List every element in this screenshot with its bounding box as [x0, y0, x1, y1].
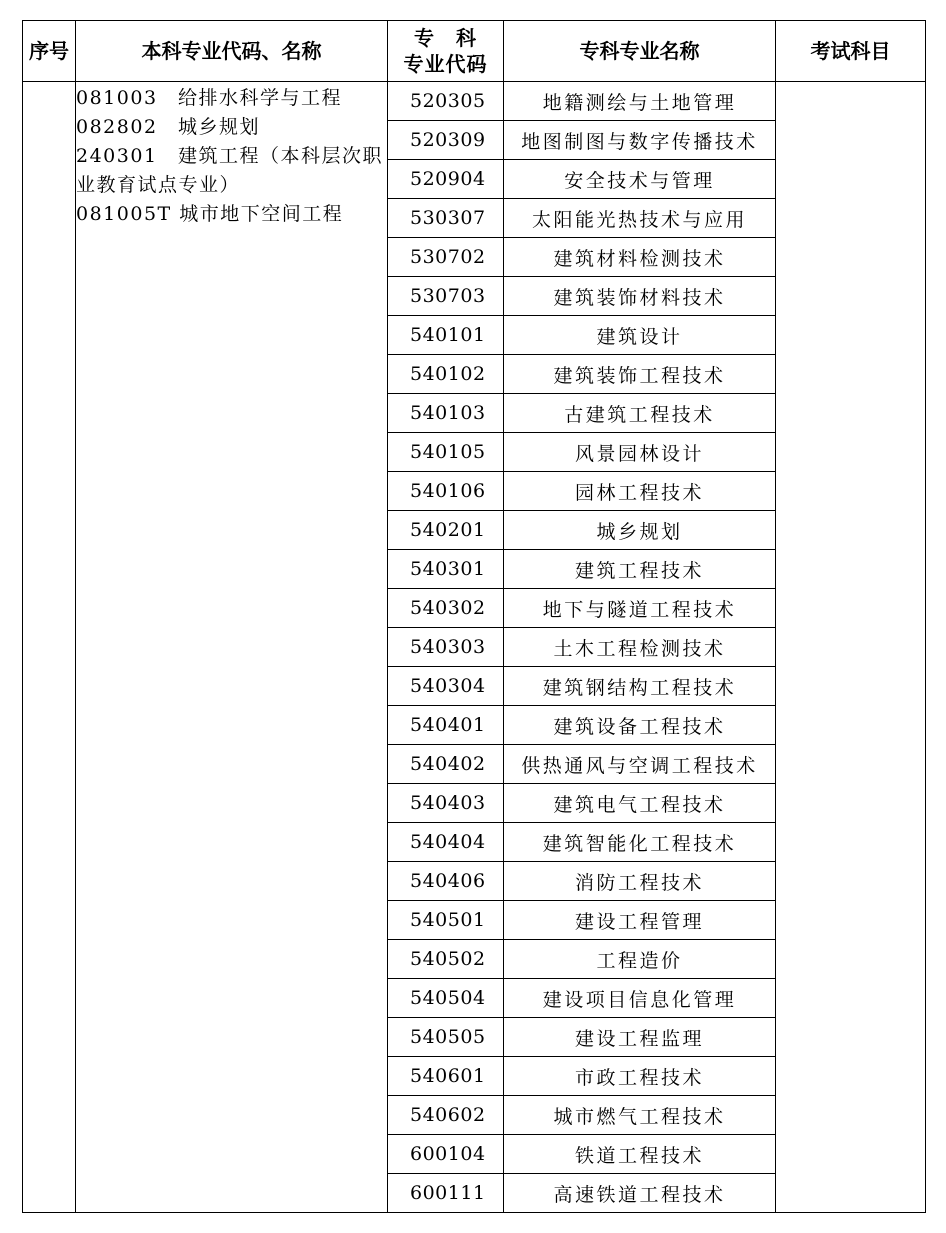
assoc-major-name: 城乡规划: [504, 511, 776, 550]
assoc-major-name: 园林工程技术: [504, 472, 776, 511]
assoc-major-code: 540403: [388, 784, 504, 823]
assoc-major-name: 建筑设计: [504, 316, 776, 355]
assoc-major-name: 建筑工程技术: [504, 550, 776, 589]
header-assoc-code: [388, 21, 504, 82]
assoc-major-code: 530703: [388, 277, 504, 316]
table-row: [23, 82, 926, 121]
assoc-major-code: 540601: [388, 1057, 504, 1096]
assoc-major-name: 地图制图与数字传播技术: [504, 121, 776, 160]
assoc-major-code: 530702: [388, 238, 504, 277]
assoc-major-code: 540302: [388, 589, 504, 628]
assoc-major-name: 建筑钢结构工程技术: [504, 667, 776, 706]
assoc-major-name: 供热通风与空调工程技术: [504, 745, 776, 784]
assoc-major-code: 540101: [388, 316, 504, 355]
assoc-major-code: 540505: [388, 1018, 504, 1057]
assoc-major-code: 540102: [388, 355, 504, 394]
assoc-major-code: 540201: [388, 511, 504, 550]
assoc-major-code: 540404: [388, 823, 504, 862]
assoc-major-code: 530307: [388, 199, 504, 238]
assoc-major-name: 风景园林设计: [504, 433, 776, 472]
assoc-major-name: 地籍测绘与土地管理: [504, 82, 776, 121]
assoc-major-code: 520904: [388, 160, 504, 199]
assoc-major-name: 市政工程技术: [504, 1057, 776, 1096]
assoc-major-code: 600104: [388, 1135, 504, 1174]
assoc-major-name: 建设工程管理: [504, 901, 776, 940]
assoc-major-code: 600111: [388, 1174, 504, 1213]
bachelor-major-entry: 082802 城乡规划: [76, 116, 261, 138]
assoc-major-name: 高速铁道工程技术: [504, 1174, 776, 1213]
assoc-major-name: 建筑装饰工程技术: [504, 355, 776, 394]
assoc-major-code: 540304: [388, 667, 504, 706]
exam-subjects-cell: [776, 82, 926, 1213]
assoc-major-code: 540504: [388, 979, 504, 1018]
table-body: [23, 82, 926, 1213]
assoc-major-name: 建筑电气工程技术: [504, 784, 776, 823]
major-mapping-table: [22, 20, 926, 1213]
bachelor-major-entry: 081003 给排水科学与工程: [76, 87, 343, 109]
seq-cell: [23, 82, 76, 1213]
assoc-major-code: 540402: [388, 745, 504, 784]
bachelor-major-entry: 240301 建筑工程（本科层次职业教育试点专业）: [76, 145, 384, 196]
assoc-major-code: 540502: [388, 940, 504, 979]
assoc-major-code: 540303: [388, 628, 504, 667]
assoc-major-name: 古建筑工程技术: [504, 394, 776, 433]
assoc-major-code: 540103: [388, 394, 504, 433]
header-exam: 考试科目: [776, 21, 926, 82]
assoc-major-name: 铁道工程技术: [504, 1135, 776, 1174]
header-bachelor: 本科专业代码、名称: [76, 21, 388, 82]
assoc-major-name: 太阳能光热技术与应用: [504, 199, 776, 238]
header-seq: 序号: [23, 21, 76, 82]
assoc-major-name: 安全技术与管理: [504, 160, 776, 199]
assoc-major-name: 地下与隧道工程技术: [504, 589, 776, 628]
assoc-major-code: 540501: [388, 901, 504, 940]
assoc-major-name: 建设项目信息化管理: [504, 979, 776, 1018]
assoc-major-code: 540401: [388, 706, 504, 745]
assoc-major-name: 土木工程检测技术: [504, 628, 776, 667]
bachelor-major-entry: 081005T 城市地下空间工程: [76, 203, 344, 225]
header-row: [23, 21, 926, 82]
assoc-major-code: 520309: [388, 121, 504, 160]
header-assoc-code-line2: 专业代码: [403, 52, 488, 76]
assoc-major-name: 消防工程技术: [504, 862, 776, 901]
assoc-major-name: 建筑设备工程技术: [504, 706, 776, 745]
assoc-major-name: 建筑智能化工程技术: [504, 823, 776, 862]
assoc-major-code: 540301: [388, 550, 504, 589]
assoc-major-name: 建筑装饰材料技术: [504, 277, 776, 316]
assoc-major-code: 520305: [388, 82, 504, 121]
assoc-major-name: 工程造价: [504, 940, 776, 979]
assoc-major-code: 540602: [388, 1096, 504, 1135]
assoc-major-name: 城市燃气工程技术: [504, 1096, 776, 1135]
assoc-major-name: 建设工程监理: [504, 1018, 776, 1057]
header-assoc-name: 专科专业名称: [504, 21, 776, 82]
bachelor-majors-cell: [76, 82, 388, 1213]
header-assoc-code-line1: 专 科: [414, 26, 477, 50]
assoc-major-code: 540406: [388, 862, 504, 901]
assoc-major-code: 540105: [388, 433, 504, 472]
assoc-major-name: 建筑材料检测技术: [504, 238, 776, 277]
assoc-major-code: 540106: [388, 472, 504, 511]
